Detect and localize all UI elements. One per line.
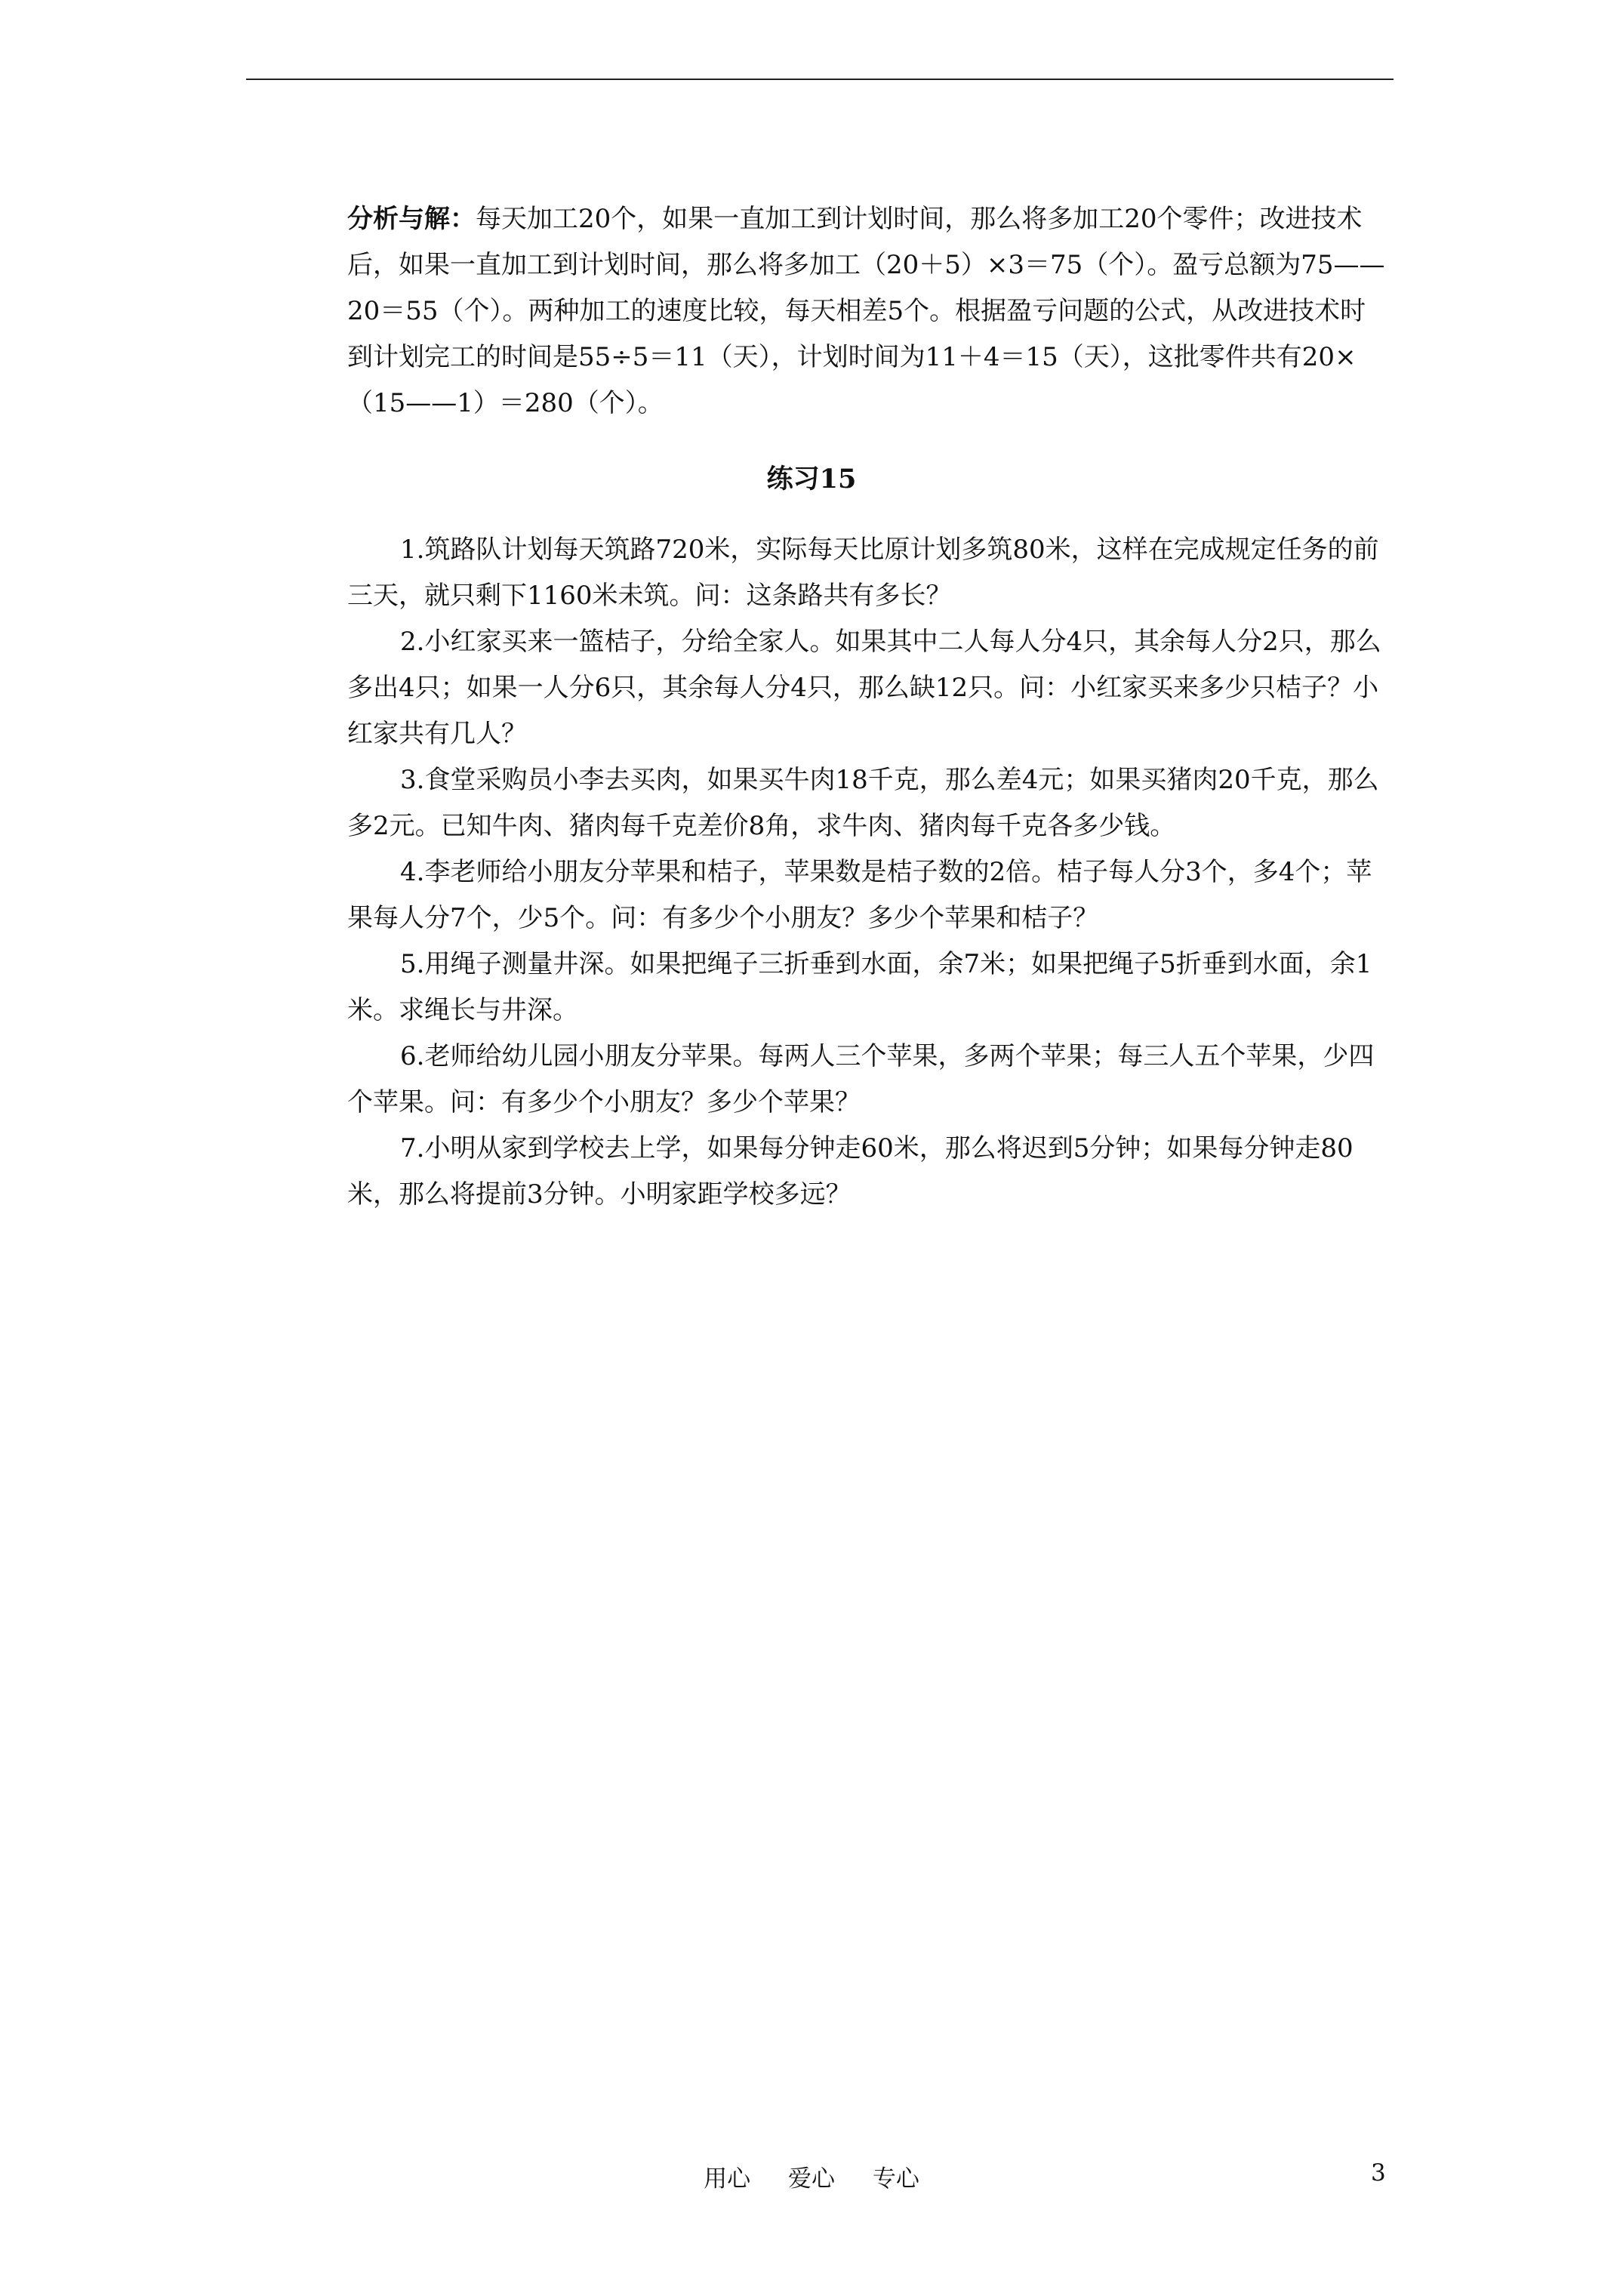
question-6: 6.老师给幼儿园小朋友分苹果。每两人三个苹果，多两个苹果；每三人五个苹果，少四个苹果。问：有多少个小朋友？多少个苹果？ [347,1041,1375,1117]
question-7: 7.小明从家到学校去上学，如果每分钟走60米，那么将迟到5分钟；如果每分钟走80米，那么将提前3分钟。小明家距学校多远？ [347,1133,1354,1210]
exercise-list [347,527,1389,1218]
question-1: 1.筑路队计划每天筑路720米，实际每天比原计划多筑80米，这样在完成规定任务的前三天，就只剩下1160米未筑。问：这条路共有多长？ [347,535,1379,611]
analysis-lead: 分析与解： [347,204,476,234]
analysis-paragraph [347,196,1389,427]
page-number: 3 [1371,2159,1386,2187]
exercise-title: 练习15 [766,464,857,495]
question-4: 4.李老师给小朋友分苹果和桔子，苹果数是桔子数的2倍。桔子每人分3个，多4个；苹果每人分7个，少5个。问：有多少个小朋友？多少个苹果和桔子？ [347,857,1372,933]
question-2: 2.小红家买来一篮桔子，分给全家人。如果其中二人每人分4只，其余每人分2只，那么多出4只；如果一人分6只，其余每人分4只，那么缺12只。问：小红家买来多少只桔子？小红家共有几人？ [347,627,1381,749]
header-rule [246,79,1394,80]
question-5: 5.用绳子测量井深。如果把绳子三折垂到水面，余7米；如果把绳子5折垂到水面，余1米。求绳长与井深。 [347,949,1372,1025]
question-3: 3.食堂采购员小李去买肉，如果买牛肉18千克，那么差4元；如果买猪肉20千克，那么多2元。已知牛肉、猪肉每千克差价8角，求牛肉、猪肉每千克各多少钱。 [347,765,1379,841]
analysis-text: 每天加工20个，如果一直加工到计划时间，那么将多加工20个零件；改进技术后，如果一直加工到计划时间，那么将多加工（20＋5）×3＝75（个）。盈亏总额为75——20＝55（个）。两种加工的速度比较，每天相差5个。根据盈亏问题的公式，从改进技术时到计划完工的时间是55÷5＝11（天），计划时间为11＋4＝15（天），这批零件共有20×（15——1）＝280（个）。 [347,204,1385,418]
footer-motto: 用心 爱心 专心 [704,2165,919,2193]
